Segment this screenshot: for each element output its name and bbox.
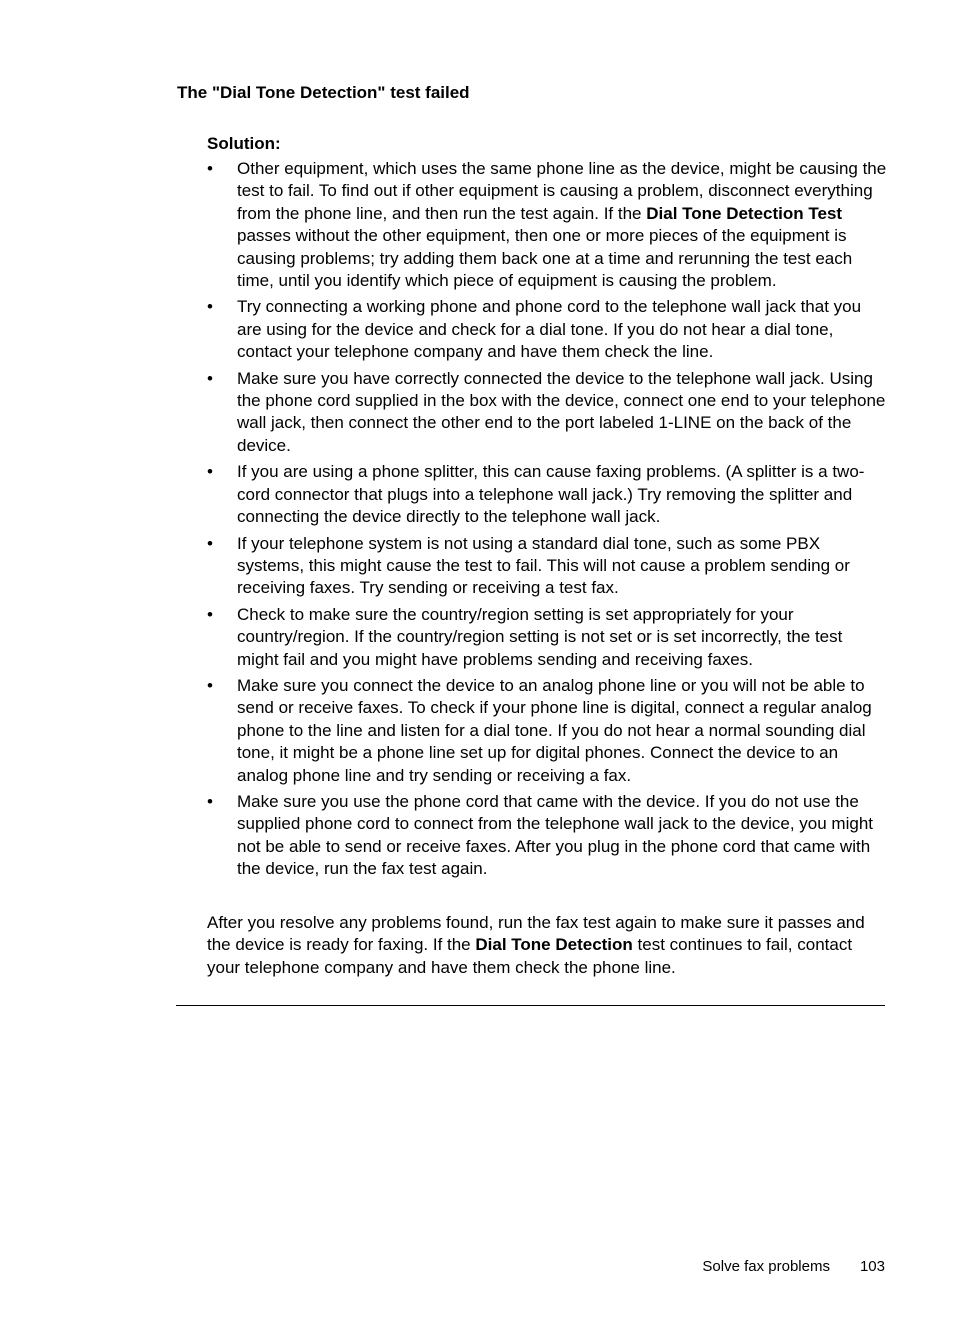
bullet-item-standard-dial-tone [207, 533, 887, 600]
bullet-text: Try connecting a working phone and phone cord to the telephone wall jack that you are using for the device and check for a dial tone. If you do not hear a dial tone, contact your telephone company and have them check the line. [237, 297, 862, 362]
bullet-item-phone-splitter [207, 461, 887, 528]
closing-text: test continues to fail, contact your telephone company and have them check the phone line. [207, 935, 853, 977]
bullet-icon: • [207, 604, 213, 624]
bullet-icon: • [207, 675, 213, 695]
bullet-text: passes without the other equipment, then one or more pieces of the equipment is causing problems; try adding them back one at a time and rerunning the test each time, until you identify which piece of equipment is causing the problem. [237, 226, 853, 291]
section-divider [176, 1005, 885, 1006]
footer-section-title: Solve fax problems [702, 1258, 830, 1275]
page-number: 103 [859, 1258, 885, 1275]
bullet-item-other-equipment [207, 158, 887, 292]
bullet-item-analog-line [207, 675, 887, 787]
solution-label: Solution: [207, 134, 281, 153]
bullet-text: Make sure you connect the device to an analog phone line or you will not be able to send or receive faxes. To check if your phone line is digital, connect a regular analog phone to the line and listen for a dial tone. If you do not hear a normal sounding dial tone, it might be a phone line set up for digital phones. Connect the device to an analog phone line and try sending or receiving a fax. [237, 675, 872, 785]
bullet-item-connected-correctly [207, 368, 887, 458]
bullet-icon: • [207, 368, 213, 388]
bullet-text: If you are using a phone splitter, this can cause faxing problems. (A splitter is a two-cord connector that plugs into a telephone wall jack.) Try removing the splitter and connecting the device directly to the telephone wall jack. [237, 462, 865, 527]
closing-paragraph [207, 912, 887, 979]
bullet-icon: • [207, 159, 213, 178]
bullet-text: If your telephone system is not using a standard dial tone, such as some PBX systems, this might cause the test to fail. This will not cause a problem sending or receiving faxes. Try sending or receiving a test fax. [237, 533, 850, 598]
page-footer [600, 1257, 885, 1277]
bullet-text: Check to make sure the country/region setting is set appropriately for your country/region. If the country/region setting is not set or is set incorrectly, the test might fail and you might have problems sending and receiving faxes. [237, 604, 843, 669]
bullet-text: Make sure you have correctly connected the device to the telephone wall jack. Using the phone cord supplied in the box with the device, connect one end to your telephone wall jack, then connect the other end to the port labeled 1-LINE on the back of the device. [237, 368, 886, 455]
bullet-item-country-region [207, 604, 887, 671]
closing-text-bold: Dial Tone Detection [475, 935, 633, 955]
section-heading: The "Dial Tone Detection" test failed [177, 83, 470, 102]
bullet-item-supplied-cord [207, 791, 887, 881]
bullet-icon: • [207, 462, 213, 482]
bullet-item-working-phone [207, 296, 887, 363]
closing-text: After you resolve any problems found, run the fax test again to make sure it passes and the device is ready for faxing. If the [207, 913, 865, 955]
bullet-text-bold: Dial Tone Detection Test [646, 203, 843, 223]
bullet-icon: • [207, 791, 213, 811]
bullet-icon: • [207, 297, 213, 317]
solution-bullet-list [207, 158, 887, 885]
bullet-text: Make sure you use the phone cord that came with the device. If you do not use the supplied phone cord to connect from the telephone wall jack to the device, you might not be able to send or receive faxes. After you plug in the phone cord that came with the device, run the fax test again. [237, 791, 873, 879]
bullet-text: Other equipment, which uses the same phone line as the device, might be causing the test to fail. To find out if other equipment is causing a problem, disconnect everything from the phone line, and then run the test again. If the [237, 159, 887, 223]
bullet-icon: • [207, 533, 213, 553]
